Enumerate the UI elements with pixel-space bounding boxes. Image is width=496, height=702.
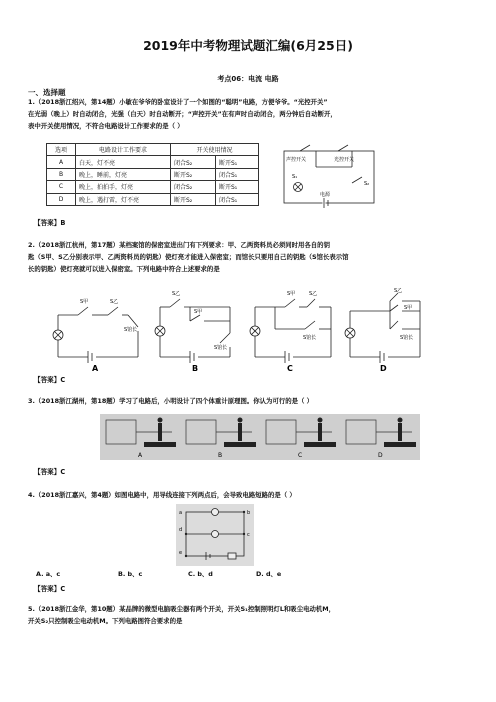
s-jia-label: S甲 <box>194 309 203 315</box>
answer-3: 【答案】C <box>34 468 66 476</box>
question-5-text <box>28 604 468 628</box>
table-header-cell: 选项 <box>47 144 76 156</box>
table-header-cell: 开关使用情况 <box>171 144 259 156</box>
table-cell: 断开S₁ <box>216 181 259 193</box>
section-heading: 一、选择题 <box>28 88 66 97</box>
option-label: D <box>380 364 387 371</box>
table-cell: 断开S₂ <box>171 193 216 205</box>
option-a: A. a、c <box>36 570 61 578</box>
s1-label: S₁ <box>292 174 298 180</box>
answer-2: 【答案】C <box>34 376 66 384</box>
answer-1: 【答案】B <box>34 219 66 227</box>
question-1-table <box>46 143 259 206</box>
s-guanzhang-label: S馆长 <box>303 335 317 341</box>
table-row <box>47 193 259 205</box>
option-c: C. b、d <box>188 570 213 578</box>
table-cell: 断开S₂ <box>171 168 216 180</box>
question-line: 在光弱（晚上）时自动闭合，光强（白天）时自动断开；“声控开关”在有声时自动闭合，两分钟后自动断开， <box>28 109 337 118</box>
table-cell: 断开S₁ <box>216 156 259 168</box>
s-yi-label: S乙 <box>394 288 403 294</box>
point-label: c <box>247 532 250 538</box>
option-d: D. d、e <box>256 570 282 578</box>
question-2-option-b-figure <box>150 285 250 371</box>
s-jia-label: S甲 <box>80 299 89 305</box>
s-guanzhang-label: S馆长 <box>400 335 414 341</box>
table-cell: 白天，灯不亮 <box>76 156 171 168</box>
table-row <box>47 181 259 193</box>
question-2-option-a-figure <box>48 285 148 371</box>
point-label: b <box>247 510 251 516</box>
option-label: B <box>192 364 199 371</box>
option-label: C <box>298 452 303 459</box>
question-4-text: 4.（2018浙江嘉兴，第4题）如图电路中，用导线连接下列两点后，会导致电路短路的是（ ） <box>28 491 296 499</box>
question-line: 开关S₂只控制吸尘电动机M。下列电路图符合要求的是 <box>28 616 183 625</box>
point-label: e <box>179 550 183 556</box>
light-switch-label: 光控开关 <box>334 157 355 163</box>
question-1-circuit-figure <box>280 143 380 209</box>
option-b: B. b、c <box>118 570 143 578</box>
question-3-figure <box>100 414 420 460</box>
table-cell: 晚上，遇打雷，灯不亮 <box>76 193 171 205</box>
table-cell: 闭合S₂ <box>171 181 216 193</box>
table-cell: 闭合S₂ <box>171 156 216 168</box>
s-jia-label: S甲 <box>287 291 296 297</box>
table-cell: 闭合S₁ <box>216 193 259 205</box>
table-cell: C <box>47 181 76 193</box>
question-line: 5.（2018浙江金华，第10题）某品牌的微型电脑吸尘器有两个开关，开关S₁控制照明灯L和吸尘电动机M， <box>28 605 336 613</box>
table-cell: 晚上，睡前，灯亮 <box>76 168 171 180</box>
option-label: A <box>138 452 143 459</box>
option-label: D <box>378 452 383 459</box>
table-header-cell: 电路设计工作要求 <box>76 144 171 156</box>
table-cell: B <box>47 168 76 180</box>
option-label: B <box>218 452 223 459</box>
table-cell: D <box>47 193 76 205</box>
answer-4: 【答案】C <box>34 585 66 593</box>
question-1-text <box>28 97 468 132</box>
question-line: 1.（2018浙江绍兴，第14题）小敏在爷爷的卧室设计了一个如图的“聪明”电路，方便爷爷。“光控开关” <box>28 98 328 106</box>
question-line: 长的钥匙）使灯亮就可以进入保密室。下列电路中符合上述要求的是 <box>28 264 220 273</box>
question-line: 匙（S甲、S乙分别表示甲、乙两资料员的钥匙）使灯亮才能进入保密室；而馆长只要用自己的钥匙（S馆长表示馆 <box>28 252 349 261</box>
document-title: 2019年中考物理试题汇编(6月25日) <box>143 38 353 53</box>
question-4-circuit-figure <box>176 504 254 566</box>
table-row <box>47 168 259 180</box>
s-jia-label: S甲 <box>404 305 413 311</box>
power-source-label: 电源 <box>320 192 331 198</box>
question-line: 2.（2018浙江杭州，第17题）某档案馆的保密室进出门有下列要求：甲、乙两资料员必须同时用各自的钥 <box>28 241 330 249</box>
s-guanzhang-label: S馆长 <box>124 327 138 333</box>
question-3-text: 3.（2018浙江湖州，第18题）学习了电路后，小明设计了四个体重计原理图。你认为可行的是（ ） <box>28 397 314 405</box>
table-cell: 晚上，拍拍手，灯亮 <box>76 181 171 193</box>
point-label: a <box>179 510 183 516</box>
s-yi-label: S乙 <box>110 299 119 305</box>
table-row <box>47 156 259 168</box>
s2-label: S₂ <box>364 181 370 187</box>
question-2-option-c-figure <box>245 285 345 371</box>
question-line: 表中开关使用情况，不符合电路设计工作要求的是（ ） <box>28 121 184 130</box>
table-header-row <box>47 144 259 156</box>
sound-switch-label: 声控开关 <box>286 157 307 163</box>
option-label: A <box>92 364 99 371</box>
s-yi-label: S乙 <box>172 291 181 297</box>
table-cell: A <box>47 156 76 168</box>
question-2-option-d-figure <box>340 285 440 371</box>
point-label: d <box>179 527 183 533</box>
question-2-text <box>28 240 468 275</box>
option-label: C <box>287 364 293 371</box>
topic-heading: 考点06：电流 电路 <box>217 75 279 83</box>
s-guanzhang-label: S馆长 <box>214 345 228 351</box>
s-yi-label: S乙 <box>309 291 318 297</box>
table-cell: 闭合S₁ <box>216 168 259 180</box>
